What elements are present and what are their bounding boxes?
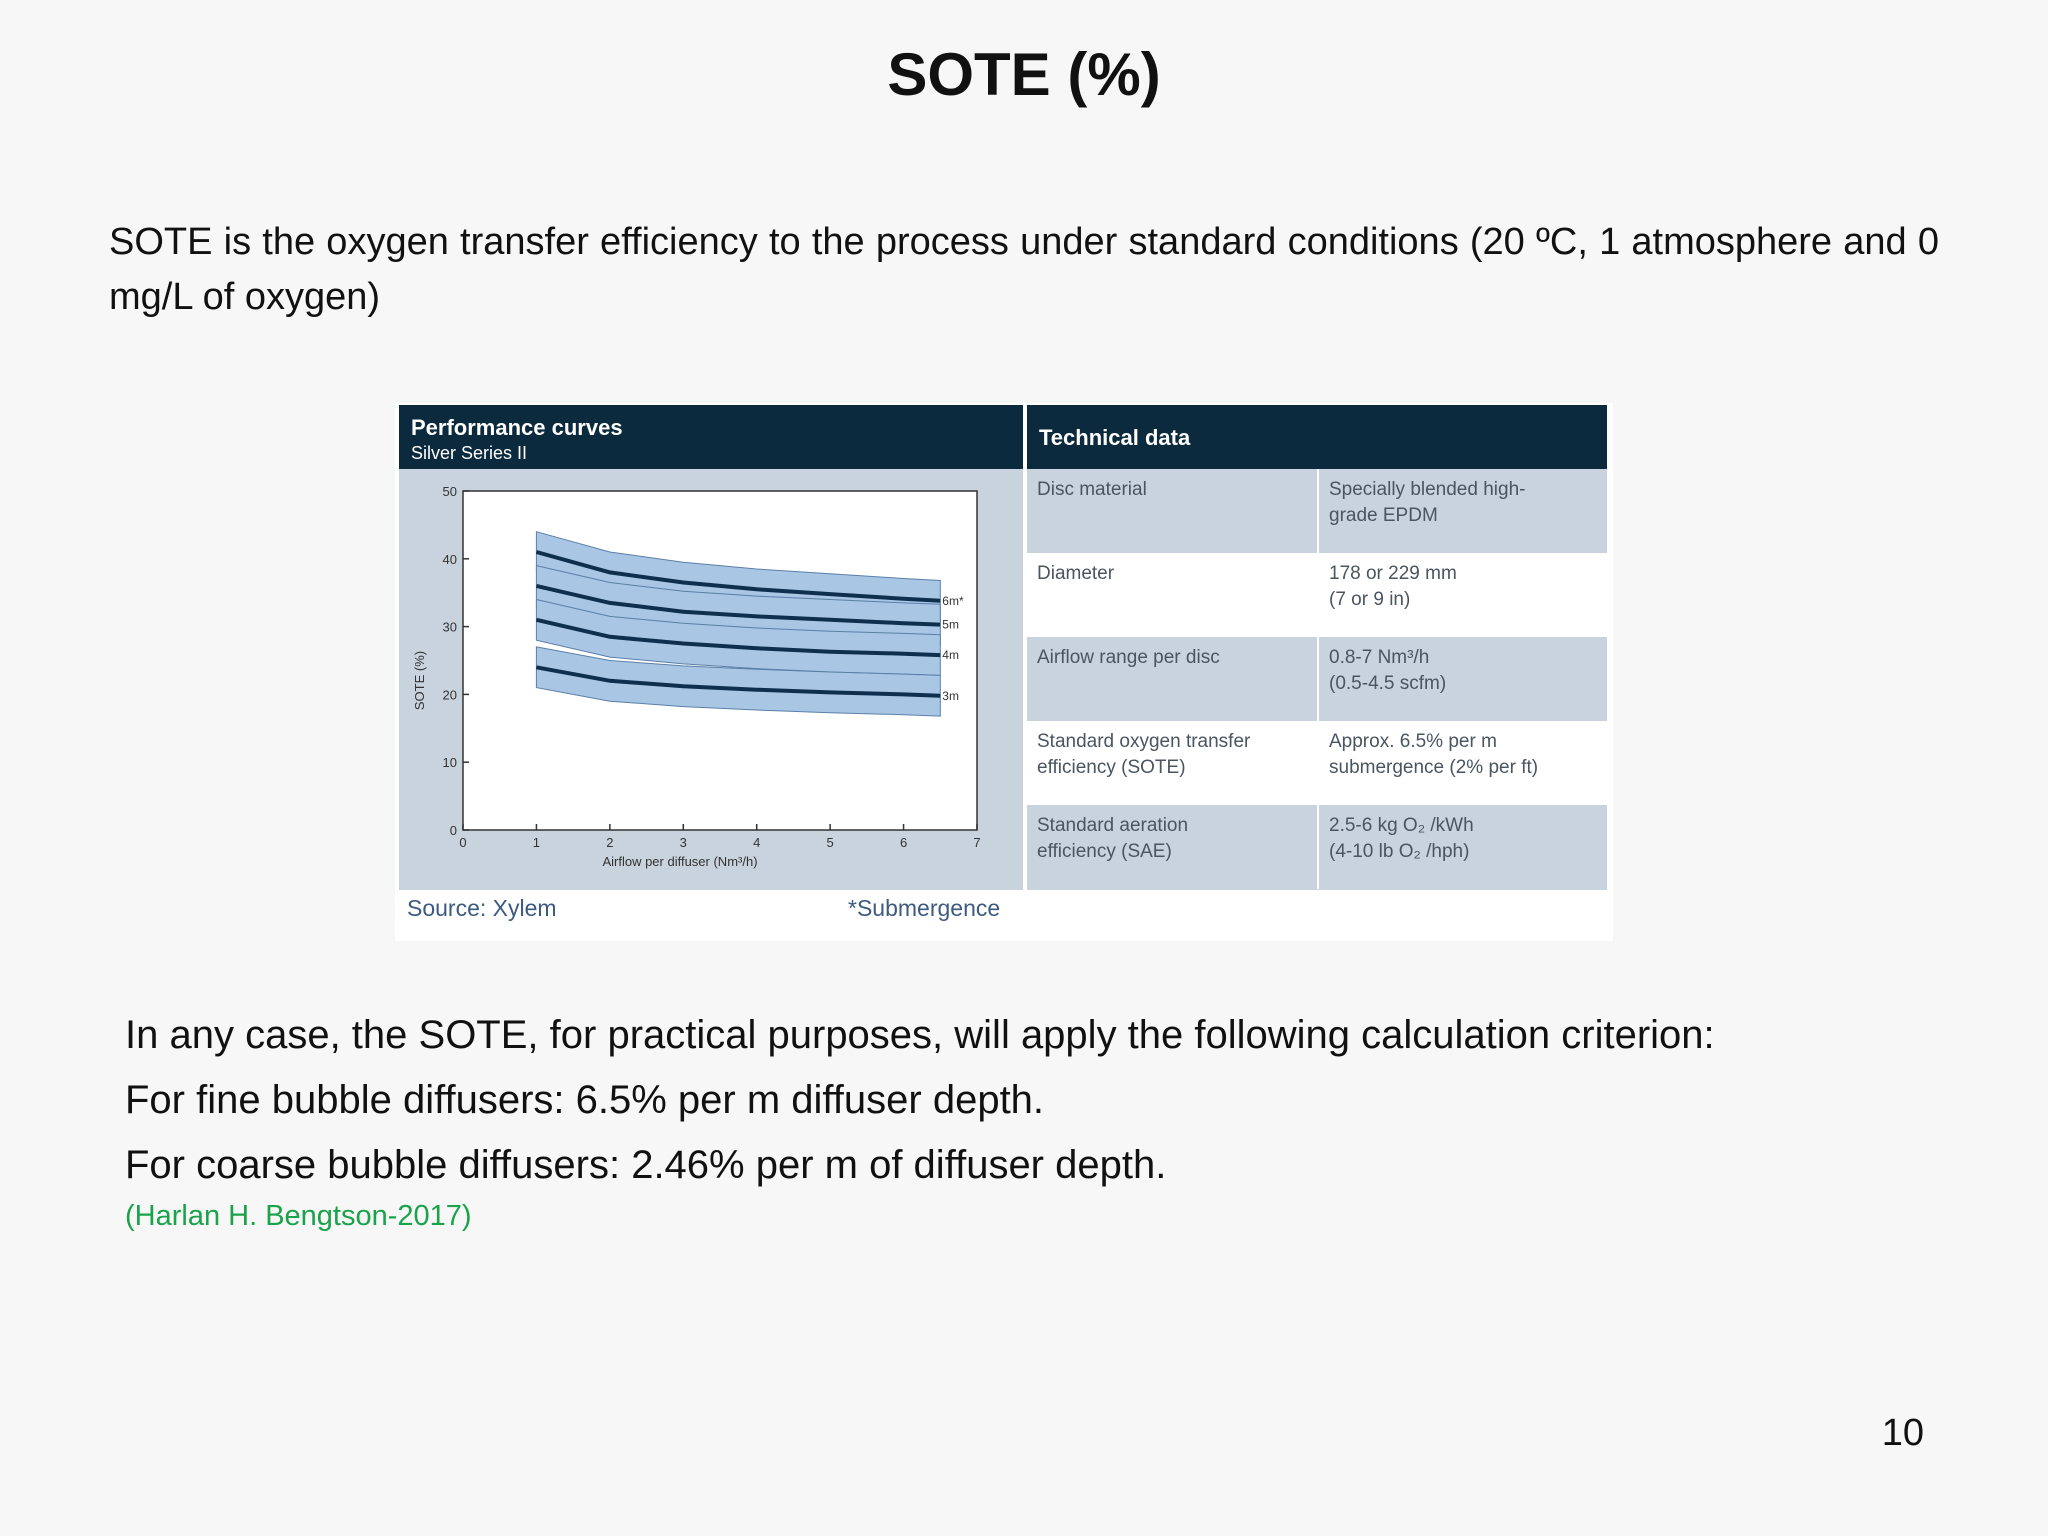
tech-row-value: 0.8-7 Nm³/h (0.5-4.5 scfm): [1329, 647, 1447, 694]
criteria-line-fine: For fine bubble diffusers: 6.5% per m diffuser depth.: [125, 1078, 1045, 1122]
page-number: 10: [1881, 1412, 1924, 1454]
tech-row: [1027, 721, 1607, 805]
citation: (Harlan H. Bengtson-2017): [125, 1200, 472, 1232]
submergence-footnote: *Submergence: [848, 895, 1001, 921]
x-tick-label: 7: [973, 835, 981, 850]
criteria-line-coarse: For coarse bubble diffusers: 2.46% per m of diffuser depth.: [125, 1143, 1167, 1187]
tech-row-value: Specially blended high- grade EPDM: [1329, 479, 1526, 526]
series-label: 4m: [942, 648, 959, 663]
tech-row-value: 2.5-6 kg O₂ /kWh (4-10 lb O₂ /hph): [1329, 815, 1474, 862]
y-tick-label: 50: [442, 484, 457, 499]
x-tick-label: 2: [606, 835, 614, 850]
x-axis-label: Airflow per diffuser (Nm³/h): [602, 854, 758, 869]
x-tick-label: 1: [532, 835, 541, 850]
tech-row-label: Standard aeration efficiency (SAE): [1027, 805, 1319, 889]
x-tick-label: 4: [753, 835, 761, 850]
calculation-criteria: [125, 1003, 1975, 1198]
performance-title: Performance curves: [411, 415, 623, 440]
technical-data-header: Technical data: [1027, 405, 1607, 469]
slide-title: SOTE (%): [887, 41, 1161, 108]
series-label: 3m: [942, 688, 959, 703]
series-label: 6m*: [942, 593, 964, 608]
y-tick-label: 40: [442, 551, 457, 567]
x-tick-label: 0: [459, 835, 467, 850]
source-label: Source: Xylem: [407, 895, 557, 921]
performance-panel: [399, 405, 1023, 890]
tech-row-label: Diameter: [1027, 553, 1319, 637]
tech-row-label: Airflow range per disc: [1027, 637, 1319, 721]
intro-paragraph: SOTE is the oxygen transfer efficiency to the process under standard conditions (20 ºC, 1 atmosphere and 0 mg/L of oxygen): [109, 221, 1939, 318]
y-axis-label: SOTE (%): [412, 650, 427, 711]
x-tick-label: 5: [826, 835, 834, 850]
y-tick-label: 0: [449, 823, 457, 838]
tech-row-label: Disc material: [1027, 469, 1319, 553]
tech-row-value: Approx. 6.5% per m submergence (2% per ft): [1329, 731, 1539, 778]
tech-row: [1027, 553, 1607, 637]
x-tick-label: 6: [899, 835, 908, 850]
performance-header: [399, 405, 1023, 469]
performance-subtitle: Silver Series II: [411, 443, 528, 463]
tech-row: [1027, 805, 1607, 889]
xylem-figure: [395, 403, 1613, 941]
y-tick-label: 10: [442, 755, 457, 771]
tech-row-label: Standard oxygen transfer efficiency (SOTE): [1027, 721, 1319, 805]
series-label: 5m: [942, 617, 959, 632]
tech-row-value: 178 or 229 mm (7 or 9 in): [1329, 563, 1457, 610]
criteria-line-intro: In any case, the SOTE, for practical purposes, will apply the following calculation criterion:: [125, 1013, 1715, 1057]
technical-data-panel: [1027, 405, 1607, 890]
technical-data-table: [1027, 469, 1607, 889]
y-tick-label: 30: [442, 619, 457, 635]
sote-chart: [399, 469, 1023, 890]
y-tick-label: 20: [442, 687, 457, 703]
x-tick-label: 3: [679, 835, 687, 850]
tech-row: [1027, 469, 1607, 553]
tech-row: [1027, 637, 1607, 721]
